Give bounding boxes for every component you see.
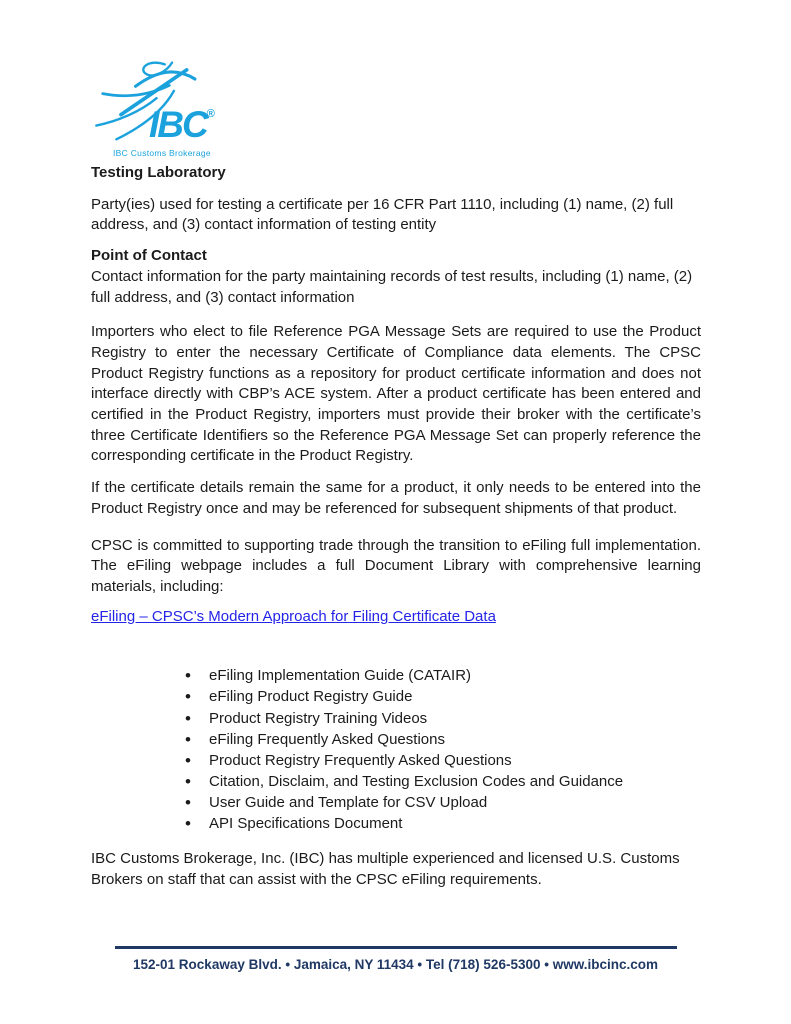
- efiling-link-line: [91, 607, 701, 628]
- list-item: • eFiling Implementation Guide (CATAIR): [185, 665, 701, 686]
- paragraph-closing: IBC Customs Brokerage, Inc. (IBC) has multiple experienced and licensed U.S. Customs Brokers on staff that can assist with the CPSC eFiling requirements.: [91, 850, 680, 888]
- list-item: • API Specifications Document: [185, 813, 701, 834]
- paragraph-cpsc-committed: CPSC is committed to supporting trade through the transition to eFiling full implementation. The eFiling webpage includes a full Document Library with comprehensive learning materials, including:: [91, 536, 701, 595]
- company-logo: [92, 58, 242, 162]
- list-item: • Citation, Disclaim, and Testing Exclusion Codes and Guidance: [185, 771, 701, 792]
- list-item: • Product Registry Training Videos: [185, 708, 701, 729]
- document-library-list: [91, 665, 701, 834]
- logo-caption: IBC Customs Brokerage: [113, 148, 211, 158]
- efiling-link[interactable]: eFiling – CPSC’s Modern Approach for Filing Certificate Data: [91, 607, 496, 625]
- logo-brand-text: IBC®: [149, 104, 215, 145]
- section-heading-testing-laboratory: Testing Laboratory: [91, 164, 226, 181]
- paragraph-certificate-details: If the certificate details remain the same for a product, it only needs to be entered into the Product Registry once and may be referenced for subsequent shipments of that product.: [91, 479, 701, 517]
- list-item: • eFiling Product Registry Guide: [185, 686, 701, 707]
- footer-rule: [115, 946, 677, 949]
- paragraph-importers: Importers who elect to file Reference PGA Message Sets are required to use the Product Registry to enter the necessary Certificate of Compliance data elements. The CPSC Product Registry functions as a repository for product certificate information and does not interface directly with CBP’s ACE system. After a product certificate has been entered and certified in the Product Registry, importers must provide their broker with the certificate’s three Certificate Identifiers so the Reference PGA Message Set can properly reference the corresponding certificate in the Product Registry.: [91, 323, 701, 465]
- section-heading-point-of-contact: Point of Contact: [91, 247, 207, 265]
- list-item: • eFiling Frequently Asked Questions: [185, 729, 701, 750]
- document-body: [91, 163, 701, 891]
- list-item: • Product Registry Frequently Asked Questions: [185, 750, 701, 771]
- registered-trademark-symbol: ®: [206, 108, 215, 120]
- list-item: • User Guide and Template for CSV Upload: [185, 792, 701, 813]
- paragraph-point-of-contact: Contact information for the party maintaining records of test results, including (1) name, (2) full address, and (3) contact information: [91, 267, 693, 306]
- footer-address: 152-01 Rockaway Blvd. • Jamaica, NY 11434 • Tel (718) 526-5300 • www.ibcinc.com: [133, 957, 658, 972]
- paragraph-testing-laboratory: Party(ies) used for testing a certificate per 16 CFR Part 1110, including (1) name, (2) full address, and (3) contact information of testing entity: [91, 195, 674, 234]
